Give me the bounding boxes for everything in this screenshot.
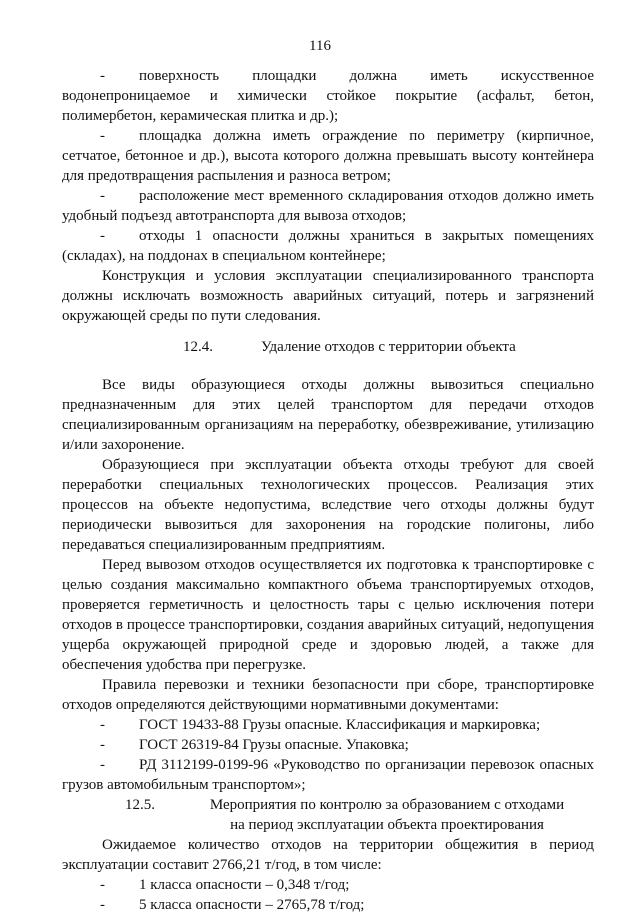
- list-item: [62, 715, 594, 735]
- list-item: [62, 895, 594, 915]
- bullet-dash: -: [100, 128, 105, 144]
- list-item-text: расположение мест временного складирования отходов должно иметь удобный подъезд автотранспорта для вывоза отходов;: [62, 188, 594, 224]
- list-item-text: РД 3112199-0199-96 «Руководство по организации перевозок опасных грузов автомобильным транспортом»;: [62, 757, 594, 793]
- list-item-text: поверхность площадки должна иметь искусственное водонепроницаемое и химически стойкое покрытие (асфальт, бетон, полимербетон, керамическая плитка и др.);: [62, 68, 594, 124]
- list-item: [62, 735, 594, 755]
- paragraph-construction: Конструкция и условия эксплуатации специализированного транспорта должны исключать возможность аварийных ситуаций, потерь и загрязнений окружающей среды по пути следования.: [62, 268, 594, 324]
- bullet-dash: -: [100, 228, 105, 244]
- bullet-dash: -: [100, 737, 105, 753]
- paragraph: Перед вывозом отходов осуществляется их подготовка к транспортировке с целью создания максимально компактного объема транспортируемых отходов, проверяется герметичность и целостность тары с целью исключения потери отходов в процессе транспортировки, создания аварийных ситуаций, недопущения ущерба окружающей природной среде и здоровью людей, а также для обеспечения удобства при перегрузке.: [62, 557, 594, 673]
- paragraph: Правила перевозки и техники безопасности при сборе, транспортировке отходов определяются действующими нормативными документами:: [62, 677, 594, 713]
- bullet-dash: -: [100, 188, 105, 204]
- paragraph: Все виды образующиеся отходы должны вывозиться специально предназначенным для этих целей транспортом для передачи отходов специализированным организациям на переработку, обезвреживание, утилизацию и/или захоронение.: [62, 377, 594, 453]
- paragraph: Образующиеся при эксплуатации объекта отходы требуют для своей переработки специальных технологических процессов. Реализация этих процессов на объекте недопустима, вследствие чего отходы должны будут периодически вывозиться для захоронения на городские полигоны, либо передаваться специализированным предприятиям.: [62, 457, 594, 553]
- list-item-text: отходы 1 опасности должны храниться в закрытых помещениях (складах), на поддонах в специальном контейнере;: [62, 228, 594, 264]
- section-number: 12.4.: [183, 339, 213, 355]
- list-item: [62, 875, 594, 895]
- list-item-text: ГОСТ 26319-84 Грузы опасные. Упаковка;: [139, 737, 409, 753]
- list-item-text: 5 класса опасности – 2765,78 т/год;: [139, 897, 365, 913]
- list-item-text: 1 класса опасности – 0,348 т/год;: [139, 877, 350, 893]
- section-heading-12-4: [62, 337, 594, 357]
- list-item: [62, 126, 594, 186]
- section-number: 12.5.: [125, 797, 155, 813]
- section-title: Мероприятия по контролю за образованием с отходами на период эксплуатации объекта проектирования: [209, 797, 565, 833]
- list-item: [62, 226, 594, 266]
- page-number: 116: [309, 38, 331, 54]
- paragraph: Ожидаемое количество отходов на территории общежития в период эксплуатации составит 2766,21 т/год, в том числе:: [62, 837, 594, 873]
- list-item: [62, 186, 594, 226]
- list-item: [62, 755, 594, 795]
- bullet-dash: -: [100, 897, 105, 913]
- section-heading-12-5: [62, 795, 594, 835]
- list-item-text: ГОСТ 19433-88 Грузы опасные. Классификация и маркировка;: [139, 717, 541, 733]
- section-title: Удаление отходов с территории объекта: [261, 339, 516, 355]
- bullet-dash: -: [100, 877, 105, 893]
- bullet-dash: -: [100, 68, 105, 84]
- list-item: [62, 66, 594, 126]
- bullet-dash: -: [100, 717, 105, 733]
- list-item-text: площадка должна иметь ограждение по периметру (кирпичное, сетчатое, бетонное и др.), высота которого должна превышать высоту контейнера для предотвращения распыления и разноса ветром;: [62, 128, 594, 184]
- document-body: [62, 66, 594, 915]
- bullet-dash: -: [100, 757, 105, 773]
